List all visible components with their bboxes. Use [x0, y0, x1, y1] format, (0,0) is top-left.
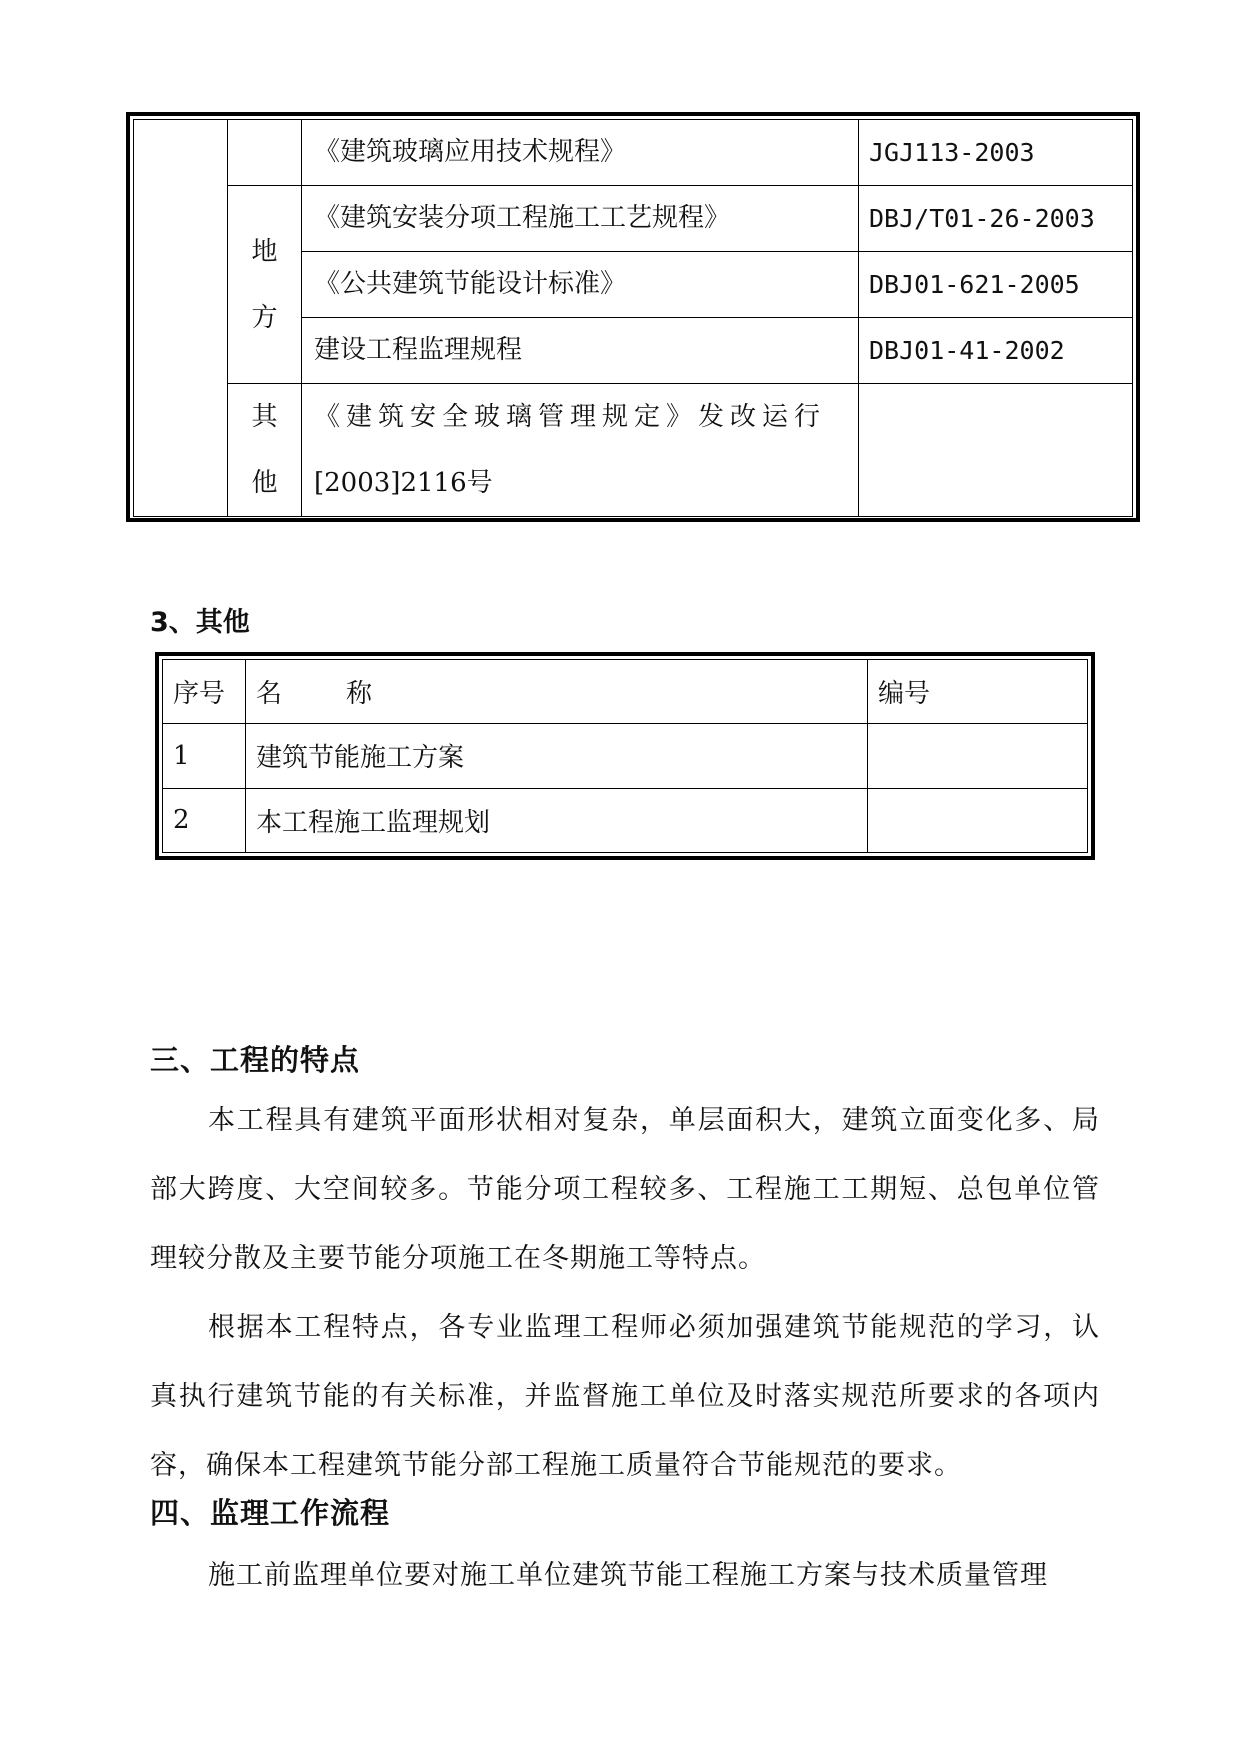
standards-table: [126, 112, 1140, 522]
table-row: [163, 724, 1088, 788]
table-row: [163, 788, 1088, 852]
section-heading: 3、其他: [150, 607, 250, 638]
standard-code: DBJ01-621-2005: [859, 252, 1133, 318]
category-other: [228, 384, 302, 517]
header-name: [246, 660, 868, 724]
category-cell: [228, 120, 302, 186]
category-char: 他: [251, 468, 278, 498]
standard-name-line: [2003]2116号: [314, 468, 493, 498]
standard-code: DBJ/T01-26-2003: [859, 186, 1133, 252]
cell-seq: 1: [163, 724, 246, 788]
standard-code: [859, 384, 1133, 517]
table-row: [134, 120, 1133, 186]
standard-code: JGJ113-2003: [859, 120, 1133, 186]
paragraph: 根据本工程特点，各专业监理工程师必须加强建筑节能规范的学习，认真执行建筑节能的有关标准，并监督施工单位及时落实规范所要求的各项内容，确保本工程建筑节能分部工程施工质量符合节能规范的要求。: [150, 1312, 1100, 1481]
header-name-char: 称: [346, 679, 373, 710]
table-row: [134, 186, 1133, 252]
standard-name: 建设工程监理规程: [302, 318, 859, 384]
standard-name: 《建筑玻璃应用技术规程》: [302, 120, 859, 186]
category-char: 地: [251, 236, 278, 267]
other-docs-table: [155, 652, 1095, 860]
standard-name: [302, 384, 859, 517]
category-char: 方: [251, 302, 278, 333]
paragraph: 本工程具有建筑平面形状相对复杂，单层面积大，建筑立面变化多、局部大跨度、大空间较多。节能分项工程较多、工程施工工期短、总包单位管理较分散及主要节能分项施工在冬期施工等特点。: [150, 1105, 1100, 1274]
standard-name: 《建筑安装分项工程施工工艺规程》: [302, 186, 859, 252]
header-code: 编号: [868, 660, 1088, 724]
header-name-char: 名: [256, 679, 283, 710]
table-row: [134, 384, 1133, 517]
header-seq: 序号: [163, 660, 246, 724]
empty-category-cell: [134, 120, 228, 517]
standard-name: 《公共建筑节能设计标准》: [302, 252, 859, 318]
section-heading: 四、监理工作流程: [150, 1496, 391, 1530]
cell-seq: 2: [163, 788, 246, 852]
cell-code: [868, 788, 1088, 852]
cell-name: 建筑节能施工方案: [246, 724, 868, 788]
cell-name: 本工程施工监理规划: [246, 788, 868, 852]
category-local: [228, 186, 302, 384]
table-header-row: [163, 660, 1088, 724]
section-heading: 三、工程的特点: [150, 1043, 361, 1077]
standard-code: DBJ01-41-2002: [859, 318, 1133, 384]
standard-name-line: 《建筑安全玻璃管理规定》发改运行: [314, 402, 827, 432]
category-char: 其: [251, 402, 278, 432]
paragraph: 施工前监理单位要对施工单位建筑节能工程施工方案与技术质量管理: [208, 1560, 1048, 1591]
cell-code: [868, 724, 1088, 788]
